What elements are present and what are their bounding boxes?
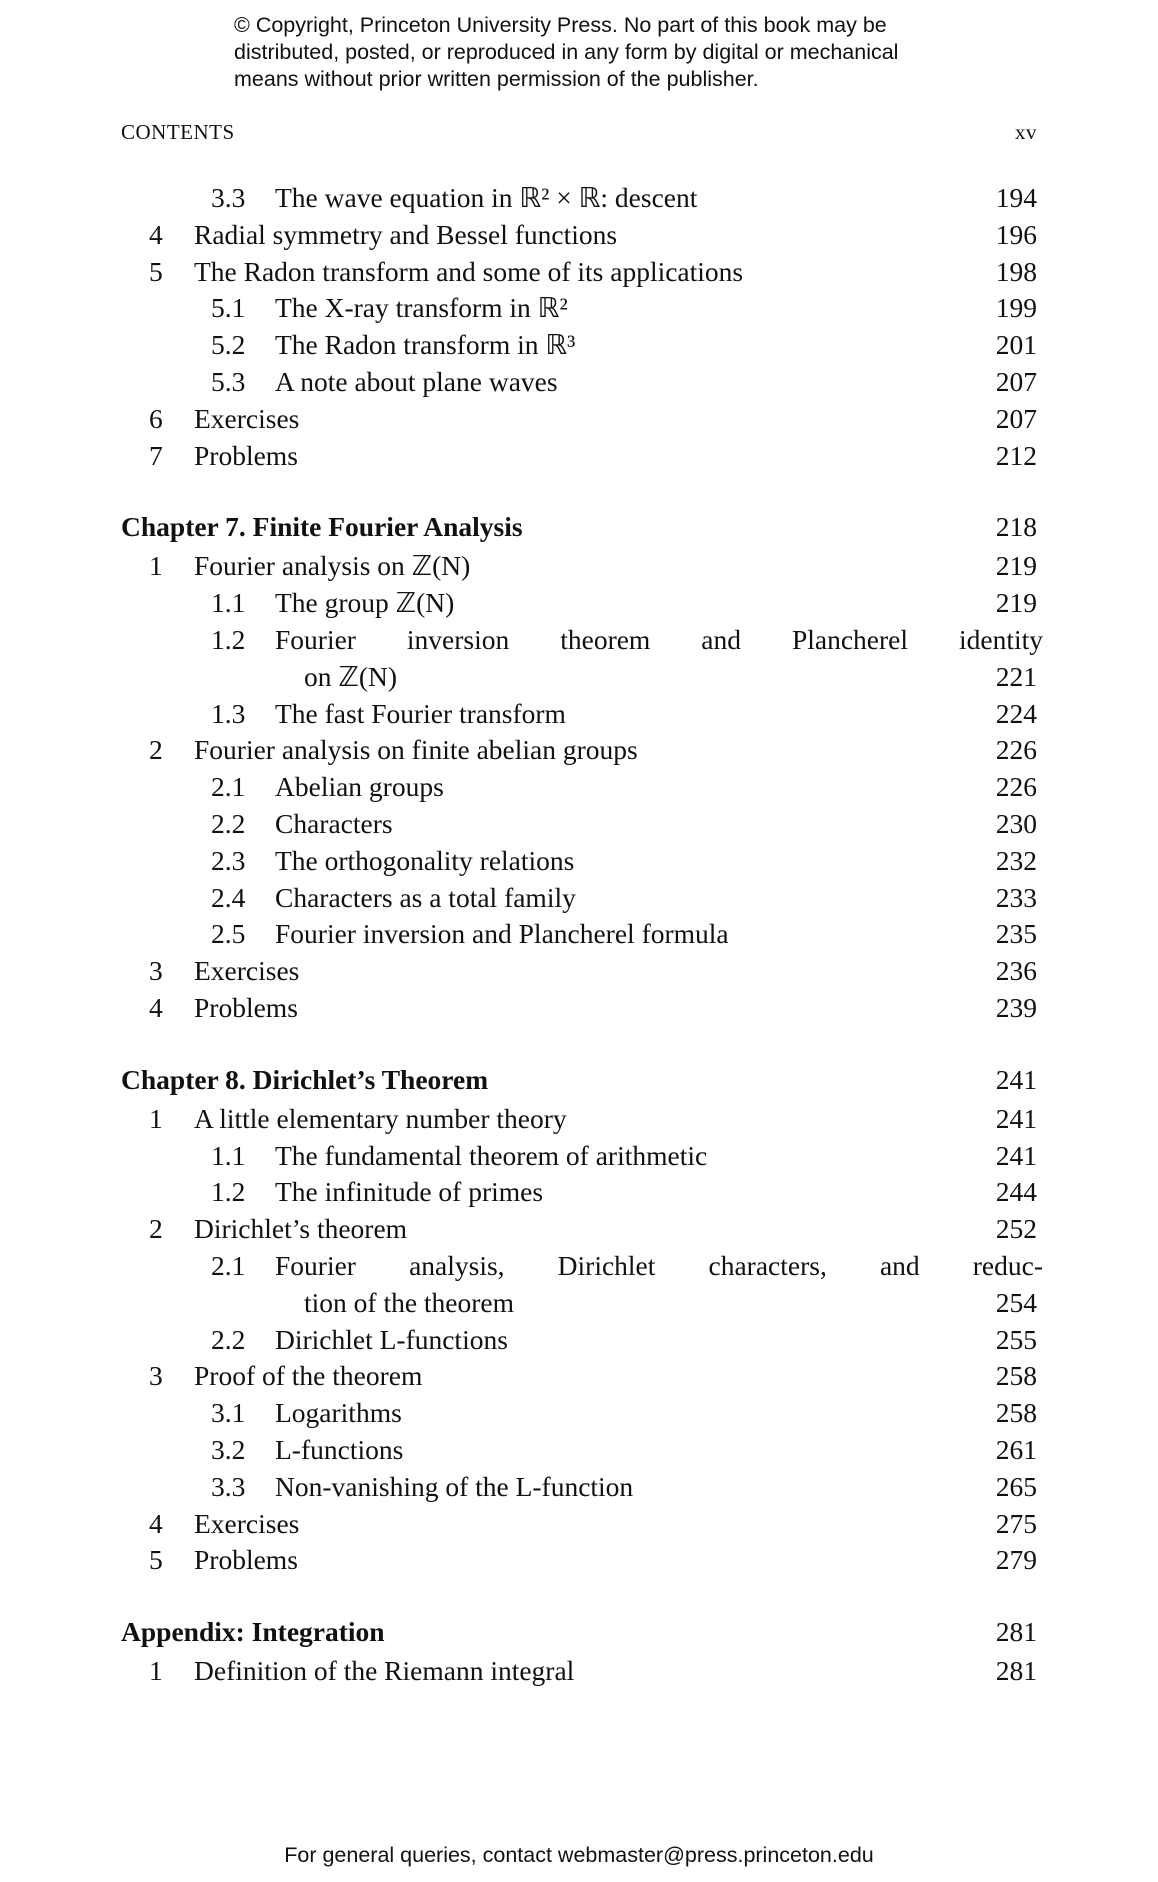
toc-entry-title: Chapter 7. Finite Fourier Analysis <box>121 511 523 543</box>
toc-entry <box>121 1211 1037 1248</box>
toc-entry-title: Problems <box>194 1544 298 1576</box>
toc-entry-number: 3.3 <box>211 182 246 213</box>
toc-entry-page: 224 <box>995 697 1037 729</box>
toc-entry-page: 241 <box>995 1102 1037 1134</box>
page-number: xv <box>1015 120 1037 144</box>
toc-entry <box>121 1358 1037 1395</box>
toc-entry-title: Characters as a total family <box>275 881 576 913</box>
toc-entry <box>121 659 1037 696</box>
toc-entry-title: The Radon transform and some of its applications <box>194 255 744 287</box>
toc-entry-number: 3 <box>149 955 163 987</box>
toc-entry-title: Non-vanishing of the L-function <box>275 1470 634 1502</box>
toc-entry-number: 4 <box>149 218 163 250</box>
toc-entry <box>121 217 1037 254</box>
toc-entry-page: 194 <box>995 182 1037 213</box>
toc-entry-title: Proof of the theorem <box>194 1360 423 1392</box>
toc-entry-page: 241 <box>995 1139 1037 1171</box>
toc-entry-title: A note about plane waves <box>275 365 558 397</box>
toc-entry <box>121 953 1037 990</box>
toc-entry-title: Radial symmetry and Bessel functions <box>194 218 618 250</box>
toc-entry-number: 6 <box>149 402 163 434</box>
table-of-contents <box>121 180 1043 1690</box>
footer-contact: For general queries, contact webmaster@press.princeton.edu <box>284 1843 874 1867</box>
toc-entry-page: 207 <box>995 365 1037 397</box>
toc-entry-title: Problems <box>194 439 298 471</box>
toc-entry-number: 3.1 <box>211 1397 246 1429</box>
toc-chapter-heading <box>121 1059 1037 1101</box>
toc-entry-page: 218 <box>995 511 1037 543</box>
toc-entry-number: 7 <box>149 439 163 471</box>
toc-entry <box>121 364 1037 401</box>
toc-entry <box>121 1322 1037 1359</box>
toc-entry-page: 201 <box>995 329 1037 361</box>
toc-entry <box>121 622 1043 659</box>
toc-entry-page: 235 <box>995 918 1037 950</box>
toc-entry-number: 1.3 <box>211 697 246 729</box>
toc-entry-page: 279 <box>995 1544 1037 1576</box>
toc-entry-title: The group ℤ(N) <box>275 587 455 619</box>
toc-entry-number: 2.1 <box>211 771 246 803</box>
toc-entry-title: The fast Fourier transform <box>275 697 566 729</box>
toc-entry-page: 281 <box>995 1616 1037 1648</box>
toc-entry-title: Fourier inversion and Plancherel formula <box>275 918 729 950</box>
toc-entry-title: L-functions <box>275 1433 404 1465</box>
toc-entry <box>121 1653 1037 1690</box>
toc-entry-title: The Radon transform in ℝ³ <box>275 329 576 361</box>
toc-entry-page: 241 <box>995 1063 1037 1095</box>
toc-entry-page: 226 <box>995 734 1037 766</box>
toc-entry-page: 212 <box>995 439 1037 471</box>
toc-entry-number: 2 <box>149 734 163 766</box>
toc-entry-page: 226 <box>995 771 1037 803</box>
toc-entry <box>121 1138 1037 1175</box>
toc-entry <box>121 548 1037 585</box>
toc-entry <box>121 1285 1037 1322</box>
copyright-line-2: distributed, posted, or reproduced in any form by digital or mechanical <box>234 40 899 64</box>
toc-entry-page: 255 <box>995 1323 1037 1355</box>
toc-entry-title: A little elementary number theory <box>194 1102 567 1134</box>
toc-entry-number: 4 <box>149 1507 163 1539</box>
toc-entry <box>121 769 1037 806</box>
toc-entry-page: 252 <box>995 1213 1037 1245</box>
toc-entry-number: 2.5 <box>211 918 246 950</box>
toc-entry-title: Problems <box>194 991 298 1023</box>
toc-entry <box>121 806 1037 843</box>
copyright-line-1: © Copyright, Princeton University Press. No part of this book may be <box>234 13 887 37</box>
toc-entry-page: 207 <box>995 402 1037 434</box>
toc-entry-title: Chapter 8. Dirichlet’s Theorem <box>121 1063 489 1095</box>
toc-entry-page: 219 <box>995 587 1037 619</box>
toc-entry <box>121 1395 1037 1432</box>
toc-entry-number: 2.4 <box>211 881 246 913</box>
toc-entry-number: 3 <box>149 1360 163 1392</box>
toc-entry-number: 1 <box>149 1655 163 1687</box>
toc-entry-page: 258 <box>995 1360 1037 1392</box>
toc-entry-title: Definition of the Riemann integral <box>194 1655 575 1687</box>
toc-entry-page: 258 <box>995 1397 1037 1429</box>
toc-entry <box>121 732 1037 769</box>
toc-entry-title: tion of the theorem <box>304 1286 515 1318</box>
running-head-title: CONTENTS <box>121 120 235 144</box>
toc-entry-title: Exercises <box>194 402 300 434</box>
toc-entry-title: Logarithms <box>275 1397 402 1429</box>
toc-entry-title: Characters <box>275 807 393 839</box>
toc-entry-number: 1.2 <box>211 1176 246 1208</box>
toc-entry <box>121 1469 1037 1506</box>
toc-entry-number: 2.2 <box>211 1323 246 1355</box>
toc-entry-page: 219 <box>995 550 1037 582</box>
toc-entry-page: 236 <box>995 955 1037 987</box>
toc-entry <box>121 1101 1037 1138</box>
toc-entry-title: Exercises <box>194 955 300 987</box>
toc-entry-title: on ℤ(N) <box>304 660 398 692</box>
toc-entry-title: Dirichlet L-functions <box>275 1323 508 1355</box>
toc-entry-number: 1 <box>149 550 163 582</box>
toc-entry-number: 5 <box>149 1544 163 1576</box>
toc-entry-page: 261 <box>995 1433 1037 1465</box>
toc-entry-number: 5.3 <box>211 365 246 397</box>
toc-entry-page: 244 <box>995 1176 1037 1208</box>
toc-entry-number: 3.2 <box>211 1433 246 1465</box>
toc-entry-page: 196 <box>995 218 1037 250</box>
toc-entry <box>121 1542 1037 1579</box>
toc-chapter-heading <box>121 1611 1037 1653</box>
toc-entry-page: 239 <box>995 991 1037 1023</box>
toc-entry-number: 2.3 <box>211 844 246 876</box>
toc-entry-title: The fundamental theorem of arithmetic <box>275 1139 708 1171</box>
toc-entry-page: 230 <box>995 807 1037 839</box>
toc-entry <box>121 327 1037 364</box>
toc-entry-title: Abelian groups <box>275 771 444 803</box>
toc-entry-title: The wave equation in ℝ² × ℝ: descent <box>275 182 698 213</box>
toc-entry-number: 2.1 <box>211 1249 246 1281</box>
copyright-notice <box>234 12 994 93</box>
toc-entry-page: 254 <box>995 1286 1037 1318</box>
toc-entry-title: Fourier analysis on finite abelian groups <box>194 734 638 766</box>
toc-entry-number: 1.1 <box>211 1139 246 1171</box>
toc-entry-number: 1.1 <box>211 587 246 619</box>
toc-entry-page: 221 <box>995 660 1037 692</box>
toc-entry-title: The X-ray transform in ℝ² <box>275 292 568 324</box>
toc-entry-title: The infinitude of primes <box>275 1176 544 1208</box>
toc-entry <box>121 438 1037 475</box>
toc-entry <box>121 1432 1037 1469</box>
toc-entry <box>121 254 1037 291</box>
toc-entry <box>121 180 1037 217</box>
toc-entry-title: Exercises <box>194 1507 300 1539</box>
copyright-line-3: means without prior written permission of the publisher. <box>234 67 759 91</box>
toc-entry <box>121 1248 1043 1285</box>
toc-entry-number: 2 <box>149 1213 163 1245</box>
toc-entry-number: 3.3 <box>211 1470 246 1502</box>
toc-entry <box>121 1174 1037 1211</box>
toc-entry-page: 198 <box>995 255 1037 287</box>
toc-entry <box>121 696 1037 733</box>
toc-entry-number: 2.2 <box>211 807 246 839</box>
toc-entry-title: Fourier inversion theorem and Plancherel identity <box>275 623 1043 655</box>
toc-entry <box>121 990 1037 1027</box>
toc-entry-page: 281 <box>995 1655 1037 1687</box>
toc-entry-number: 5.1 <box>211 292 246 324</box>
toc-entry <box>121 1506 1037 1543</box>
toc-entry-page: 199 <box>995 292 1037 324</box>
toc-entry <box>121 290 1037 327</box>
toc-chapter-heading <box>121 506 1037 548</box>
toc-entry-page: 265 <box>995 1470 1037 1502</box>
toc-entry-page: 275 <box>995 1507 1037 1539</box>
toc-entry <box>121 843 1037 880</box>
toc-entry-title: The orthogonality relations <box>275 844 575 876</box>
toc-entry <box>121 916 1037 953</box>
toc-entry-number: 1.2 <box>211 623 246 655</box>
toc-entry-number: 4 <box>149 991 163 1023</box>
toc-entry-page: 232 <box>995 844 1037 876</box>
toc-entry-title: Dirichlet’s theorem <box>194 1213 408 1245</box>
toc-entry <box>121 880 1037 917</box>
toc-entry-number: 1 <box>149 1102 163 1134</box>
toc-entry <box>121 401 1037 438</box>
toc-entry-title: Fourier analysis, Dirichlet characters, and reduc- <box>275 1249 1043 1281</box>
toc-entry-title: Fourier analysis on ℤ(N) <box>194 550 471 582</box>
toc-entry <box>121 585 1037 622</box>
toc-entry-number: 5 <box>149 255 163 287</box>
toc-entry-page: 233 <box>995 881 1037 913</box>
toc-entry-title: Appendix: Integration <box>121 1616 385 1648</box>
toc-entry-number: 5.2 <box>211 329 246 361</box>
